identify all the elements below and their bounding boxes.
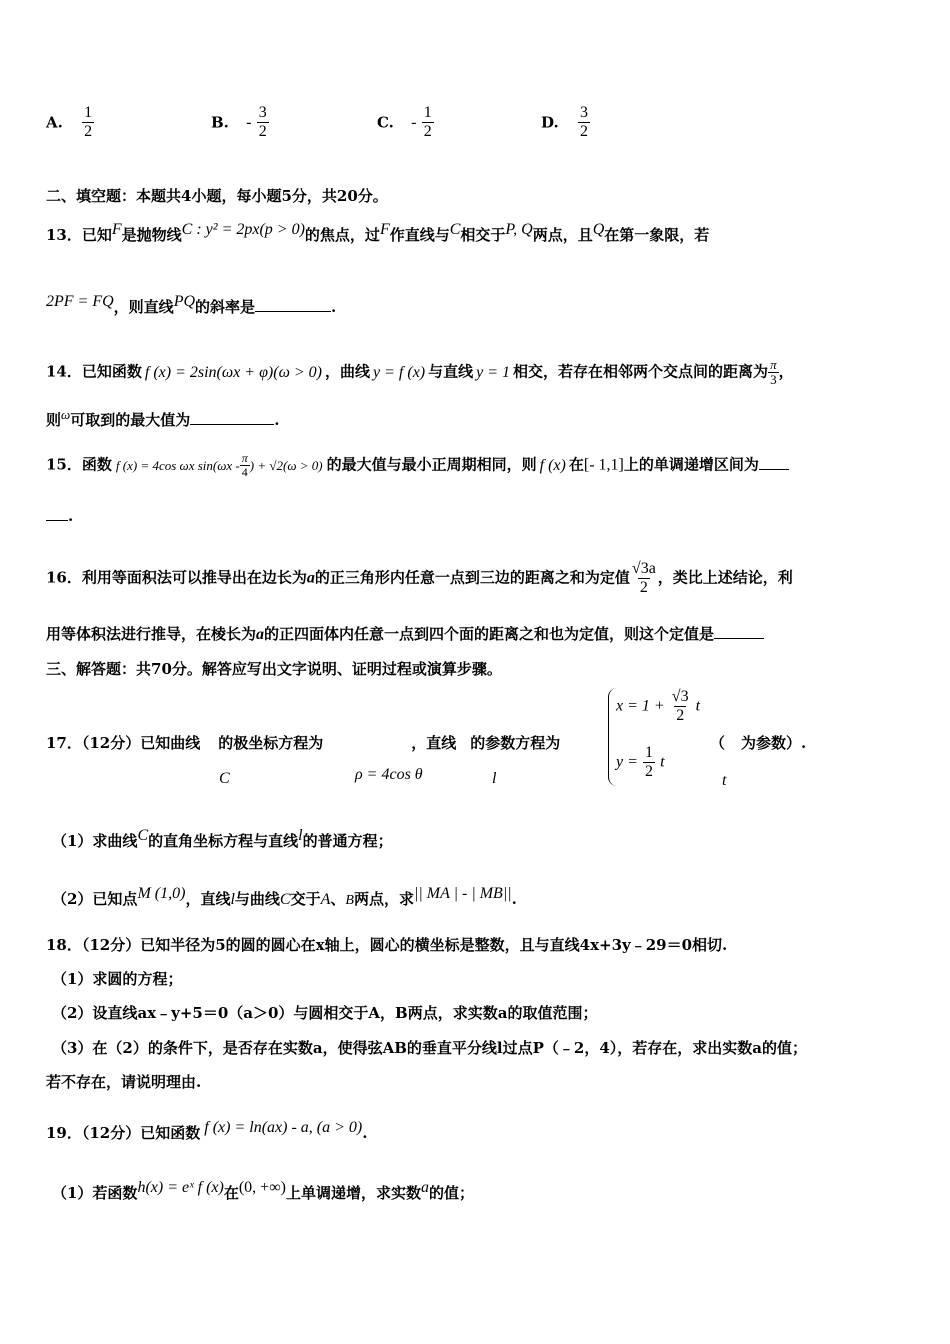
choice-a-fraction: $\frac{1}{2}$ [84, 104, 93, 140]
question-13-line-1: 13．已知$^F$是抛物线$^{C : y^2 = 2px(p > 0)}$的焦点，过$^F$作直线与$^C$相交于$^{P, Q}$两点，且$^Q$在第一象限，若 [46, 221, 710, 244]
answer-blank-14[interactable] [190, 410, 274, 425]
choice-b-fraction: $\frac{3}{2}$ [258, 104, 267, 140]
q17-rho-equation: ρ = 4cos θ [355, 766, 423, 783]
question-18-part-2: （2）设直线ax﹣y+5＝0（a＞0）与圆相交于A，B两点，求实数a的取值范围； [52, 1004, 598, 1022]
q17-line-l: l [492, 770, 497, 787]
question-14-line-1: 14．已知函数 f (x) = 2sin(ωx + φ)(ω > 0) ，曲线 y = f (x) 与直线 y = 1 相交，若存在相邻两个交点间的距离为 $\frac{\pi}{3}$ ， [46, 357, 794, 387]
question-17-part-1: （1）求曲线$^C$的直角坐标方程与直线$^l$的普通方程； [52, 827, 393, 850]
q17-param-t: t [722, 772, 727, 789]
q16-fraction: $\frac{√3a}{2}$ [631, 560, 656, 596]
section-2-heading: 二、填空题：本题共4小题，每小题5分，共20分。 [46, 187, 388, 205]
choice-c-fraction: $\frac{1}{2}$ [423, 104, 432, 140]
q14-fraction: $\frac{\pi}{3}$ [770, 357, 777, 387]
question-16-line-2: 用等体积法进行推导，在棱长为a的正四面体内任意一点到四个面的距离之和也为定值，则这个定值是 [46, 624, 764, 645]
question-14-line-2: 则$^\omega$可取到的最大值为 . [46, 407, 280, 429]
question-18-line-5: 若不存在，请说明理由. [46, 1073, 202, 1091]
answer-blank-15a[interactable] [759, 455, 789, 470]
choice-b: B. - $\frac{3}{2}$ [211, 104, 267, 140]
question-18-line-1: 18．（12分）已知半径为5的圆的圆心在x轴上，圆心的横坐标是整数，且与直线4x+3y﹣29＝0相切. [46, 936, 728, 954]
choice-a: A. $\frac{1}{2}$ [46, 104, 93, 140]
question-16-line-1: 16．利用等面积法可以推导出在边长为a的正三角形内任意一点到三边的距离之和为定值 $\frac{√3a}{2}$ ，类比上述结论，利 [46, 560, 793, 596]
q17-system-eq-2: y = $\frac{1}{2}$ t [616, 744, 665, 780]
question-17-part-2: （2）已知点$^{M (1,0)}$，直线l与曲线C交于A、B两点，求$^{|| MA | - | MB||}$. [52, 885, 517, 908]
section-3-heading: 三、解答题：共70分。解答应写出文字说明、证明过程或演算步骤。 [46, 660, 502, 678]
question-18-part-3: （3）在（2）的条件下，是否存在实数a，使得弦AB的垂直平分线l过点P（﹣2，4），若存在，求出实数a的值； [52, 1039, 807, 1057]
answer-blank-15b[interactable] [46, 506, 68, 521]
question-15-line-1: 15．函数 f (x) = 4cos ωx sin(ωx - $\frac{\pi}{4}$ ) + √2(ω > 0) 的最大值与最小正周期相同，则 f (x) 在[- 1,1]上的单调递增区间为 [46, 452, 789, 479]
choice-d-fraction: $\frac{3}{2}$ [579, 104, 588, 140]
question-18-part-1: （1）求圆的方程； [52, 970, 183, 988]
q17-system-eq-1: x = 1 + $\frac{√3}{2}$ t [616, 688, 701, 724]
answer-blank-16[interactable] [714, 624, 764, 639]
question-15-line-2: . [46, 506, 73, 526]
q15-fraction: $\frac{\pi}{4}$ [241, 451, 248, 479]
question-17-line-1: 17．（12分）已知曲线 的极坐标方程为 ，直线 的参数方程为 [46, 734, 561, 752]
answer-blank-13[interactable] [255, 297, 331, 312]
question-17-tail: （ 为参数）. [710, 734, 807, 752]
q17-curve-C: C [219, 770, 230, 787]
question-19-line-1: 19．（12分）已知函数 $^{f (x) = ln(ax) - a, (a > 0)}$. [46, 1119, 368, 1142]
choice-d: D. $\frac{3}{2}$ [541, 104, 588, 140]
question-13-line-2: $^{2PF = FQ}$，则直线$^{PQ}$的斜率是 . [46, 293, 337, 316]
choice-c: C. - $\frac{1}{2}$ [377, 104, 432, 140]
question-19-part-1: （1）若函数$^{h(x) = eˣ f (x)}$在$^{(0, +\infty)}$上单调递增，求实数$^a$的值； [52, 1179, 474, 1202]
